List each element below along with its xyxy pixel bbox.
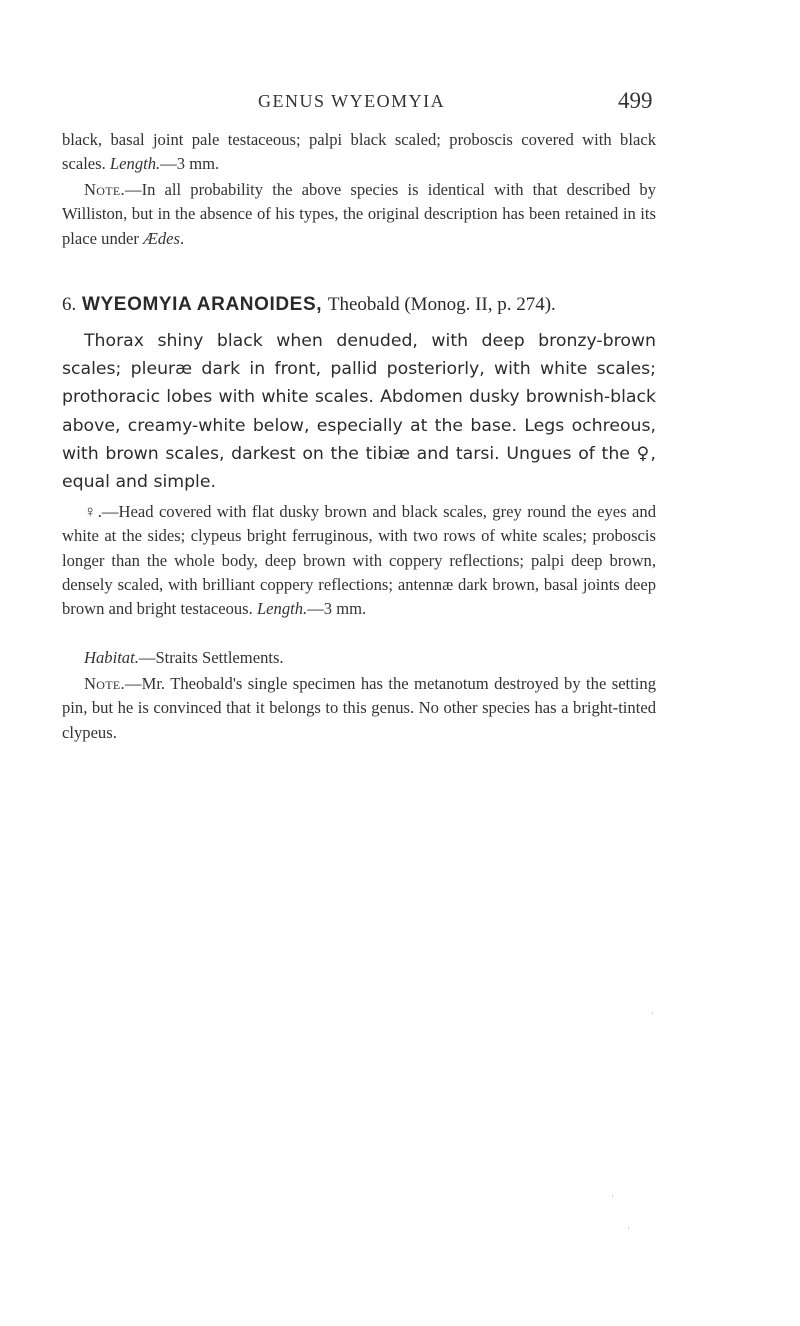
length-value: —3 mm. — [160, 154, 220, 174]
species-description — [62, 327, 656, 496]
species-heading — [62, 294, 682, 316]
female-symbol: ♀ — [84, 502, 98, 521]
female-text: .—Head covered with flat dusky brown and black scales, grey round the eyes and white at the sides; clypeus bright ferruginous, with two rows of white scales; proboscis longer than the whole body, deep brown with coppery reflections; palpi deep brown, densely scaled, with brilliant coppery reflections; antennæ dark brown, basal joints deep brown and bright testaceous. — [62, 502, 656, 619]
note-paragraph-2 — [62, 672, 656, 745]
female-description — [62, 500, 656, 621]
note-text: —In all probability the above species is identical with that described by Williston, but in the absence of his types, the original description has been retained in its place under — [62, 180, 656, 248]
female-length-label: Length. — [256, 599, 308, 619]
species-name: WYEOMYIA ARANOIDES, — [81, 294, 323, 315]
habitat-label: Habitat. — [84, 648, 139, 667]
paper-speck — [628, 1227, 629, 1229]
species-number: 6. — [62, 294, 77, 315]
note-label: Note. — [84, 180, 125, 199]
female-length-value: —3 mm. — [307, 599, 367, 619]
description-text: Thorax shiny black when denuded, with deep bronzy-brown scales; pleuræ dark in front, pallid posteriorly, with white scales; prothoracic lobes with white scales. Abdomen dusky brownish-black above, creamy-white below, especially at the base. Legs ochreous, with brown scales, darkest on the tibiæ and tarsi. Ungues of the ♀, equal and simple. — [62, 331, 656, 493]
page-number: 499 — [618, 88, 653, 113]
note2-label: Note. — [84, 674, 125, 693]
running-head: GENUS WYEOMYIA — [258, 91, 446, 111]
habitat-line — [62, 646, 656, 670]
page-header — [0, 88, 800, 118]
species-author: Theobald (Monog. II, p. 274). — [327, 294, 556, 315]
habitat-value: —Straits Settlements. — [138, 648, 284, 667]
continuation-paragraph — [62, 128, 656, 177]
note-end: . — [179, 228, 185, 248]
paper-speck — [652, 1012, 653, 1014]
paper-speck — [612, 1195, 613, 1197]
note2-text: —Mr. Theobald's single specimen has the metanotum destroyed by the setting pin, but he is convinced that it belongs to this genus. No other species has a bright-tinted clypeus. — [62, 674, 656, 742]
length-label: Length. — [109, 154, 161, 174]
continuation-text: black, basal joint pale testaceous; palpi black scaled; proboscis covered with black scales. — [62, 130, 656, 174]
note-paragraph-1 — [62, 178, 656, 251]
aedes-genus: Ædes — [143, 228, 180, 248]
